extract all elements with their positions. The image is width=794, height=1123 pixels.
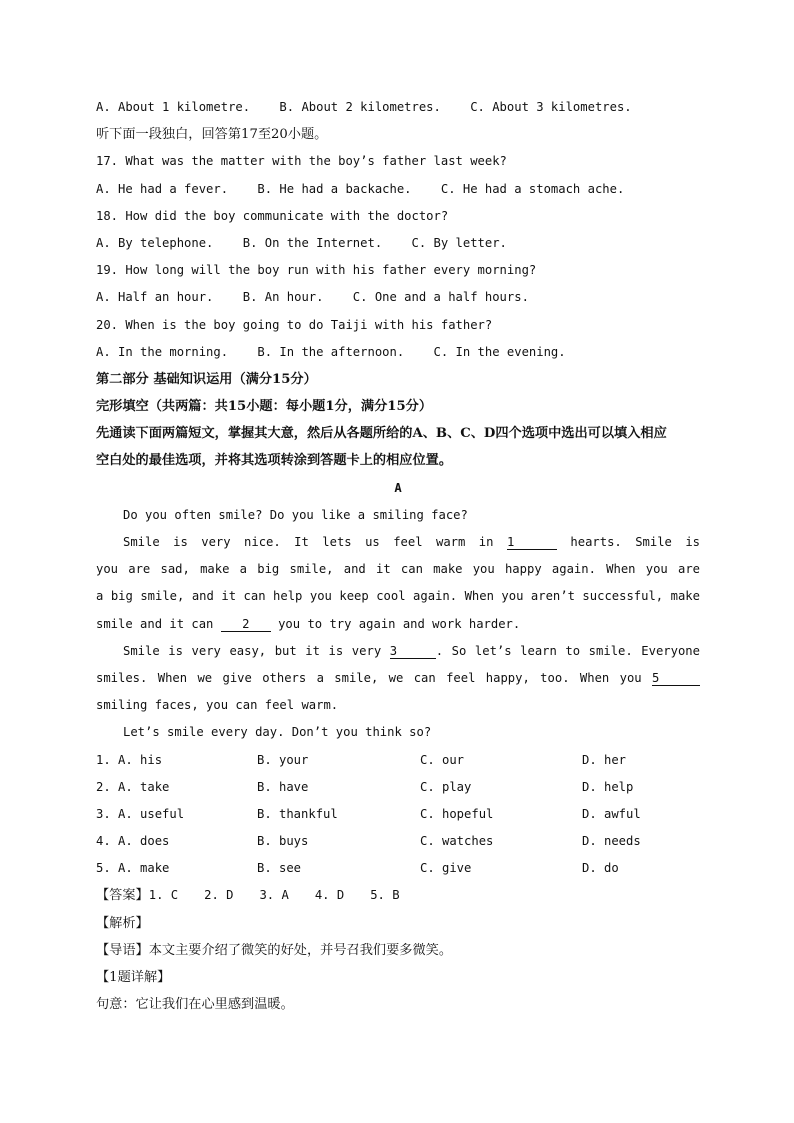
passage-paragraph-2-line4: smile and it can 2 you to try again and work harder.: [96, 616, 521, 631]
option-2c: C. play: [420, 779, 472, 794]
option-1a: 1. A. his: [96, 752, 163, 767]
option-4a: 4. A. does: [96, 834, 170, 849]
option-3b: B. thankful: [257, 806, 338, 821]
question-19: 19. How long will the boy run with his father every morning?: [96, 263, 537, 278]
passage-label: A: [394, 480, 402, 495]
passage-paragraph-3-line2: smiles. When we give others a smile, we can feel happy, too. When you 5: [96, 665, 700, 692]
option-2a: 2. A. take: [96, 779, 170, 794]
question-18-options: A. By telephone. B. On the Internet. C. By letter.: [96, 235, 507, 250]
question-19-options: A. Half an hour. B. An hour. C. One and a half hours.: [96, 290, 529, 305]
monologue-instruction: 听下面一段独白，回答第17至20小题。: [96, 127, 328, 143]
cloze-title: 完形填空（共两篇：共15小题：每小题1分，满分15分）: [96, 399, 433, 415]
answer-5: 5. B: [370, 888, 400, 903]
answer-3: 3. A: [259, 888, 289, 903]
option-3a: 3. A. useful: [96, 806, 185, 821]
options-row-1: [96, 747, 700, 774]
passage-paragraph-4: Let’s smile every day. Don’t you think so?: [123, 725, 432, 740]
blank-2: 2: [221, 617, 271, 632]
answer-line: [96, 882, 700, 909]
options-row-2: [96, 774, 700, 801]
question-20-options: A. In the morning. B. In the afternoon. C. In the evening.: [96, 344, 566, 359]
blank-1: 1: [507, 535, 557, 550]
option-5c: C. give: [420, 861, 472, 876]
guide-line: [96, 937, 700, 964]
passage-paragraph-3-line1: Smile is very easy, but it is very 3 . So let’s learn to smile. Everyone: [96, 638, 700, 665]
guide-text: 本文主要介绍了微笑的好处，并号召我们要多微笑。: [148, 942, 453, 958]
question-20: 20. When is the boy going to do Taiji with his father?: [96, 317, 493, 332]
option-5a: 5. A. make: [96, 861, 170, 876]
document-page: [96, 94, 700, 1018]
passage-paragraph-2-line2: you are sad, make a big smile, and it can make you happy again. When you are: [96, 562, 700, 577]
passage-paragraph-3-line3: smiling faces, you can feel warm.: [96, 698, 339, 713]
option-5d: D. do: [582, 861, 619, 876]
question-18: 18. How did the boy communicate with the doctor?: [96, 208, 449, 223]
option-1b: B. your: [257, 752, 309, 767]
blank-3: 3: [390, 644, 436, 659]
option-3c: C. hopeful: [420, 806, 494, 821]
options-row-3: [96, 801, 700, 828]
cloze-instruction-line1: 先通读下面两篇短文，掌握其大意，然后从各题所给的A、B、C、D四个选项中选出可以填入相应: [96, 426, 667, 442]
option-2d: D. help: [582, 779, 634, 794]
answer-4: 4. D: [314, 888, 345, 903]
option-1d: D. her: [582, 752, 627, 767]
option-4b: B. buys: [257, 834, 309, 849]
options-row-4: [96, 828, 700, 855]
option-3d: D. awful: [582, 806, 641, 821]
option-2b: B. have: [257, 779, 309, 794]
option-4d: D. needs: [582, 834, 641, 849]
blank-5: 5: [652, 671, 700, 686]
question-17-options: A. He had a fever. B. He had a backache. C. He had a stomach ache.: [96, 181, 625, 196]
option-5b: B. see: [257, 861, 302, 876]
part2-title: 第二部分 基础知识运用（满分15分）: [96, 371, 317, 387]
analysis-label: 【解析】: [96, 915, 149, 931]
answer-1: 1. C: [148, 888, 179, 903]
passage-paragraph-2-line3: a big smile, and it can help you keep cool again. When you aren’t successful, make: [96, 589, 700, 604]
passage-paragraph-1: Do you often smile? Do you like a smiling face?: [123, 507, 468, 522]
cloze-instruction-line2: 空白处的最佳选项，并将其选项转涂到答题卡上的相应位置。: [96, 453, 453, 469]
q1-detail-label: 【1题详解】: [96, 970, 171, 985]
question-17: 17. What was the matter with the boy’s father last week?: [96, 154, 507, 169]
option-4c: C. watches: [420, 834, 494, 849]
passage-paragraph-2-line1: Smile is very nice. It lets us feel warm in 1 hearts. Smile is: [123, 535, 700, 549]
options-row-5: [96, 855, 700, 882]
q1-meaning: 句意：它让我们在心里感到温暖。: [96, 997, 294, 1013]
answer-2: 2. D: [204, 888, 234, 903]
q16-options: A. About 1 kilometre. B. About 2 kilometres. C. About 3 kilometres.: [96, 100, 632, 114]
guide-label: 【导语】: [96, 942, 149, 958]
answer-label: 【答案】: [96, 888, 149, 904]
option-1c: C. our: [420, 752, 465, 767]
